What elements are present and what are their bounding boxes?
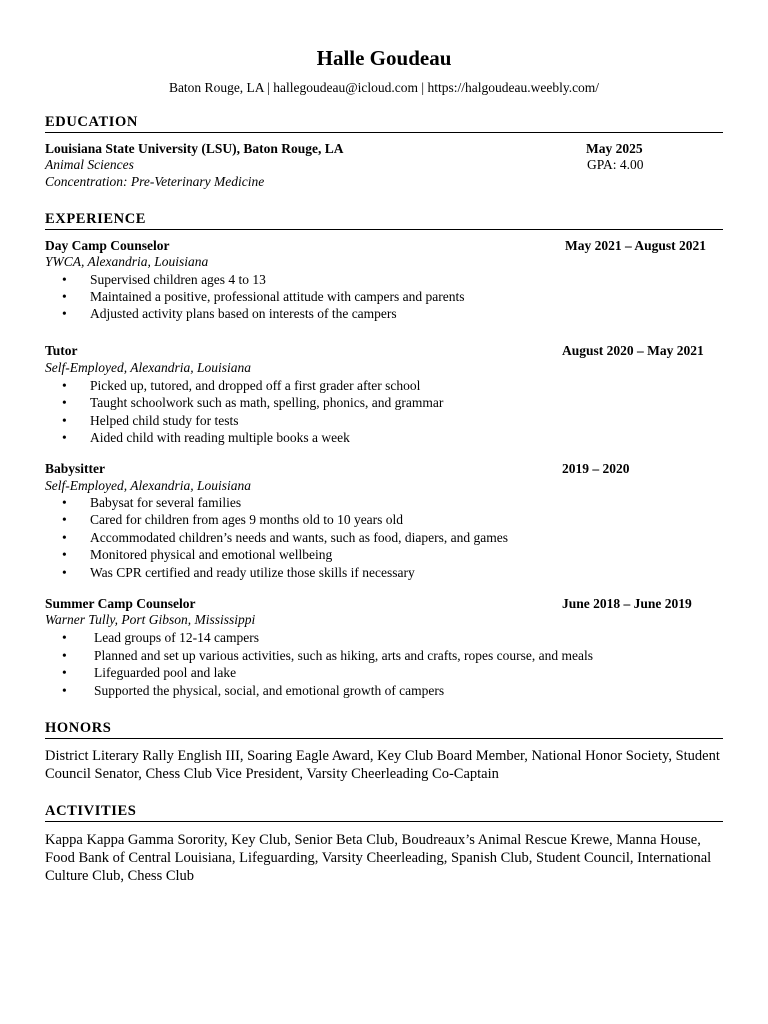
bullet-marker: • (62, 565, 67, 580)
graduation-date: May 2025 (586, 141, 643, 156)
job-bullet: Planned and set up various activities, such as hiking, arts and crafts, ropes course, and meals (94, 648, 593, 663)
job-title: Day Camp Counselor (45, 238, 170, 253)
school-name: Louisiana State University (LSU), Baton Rouge, LA (45, 141, 344, 156)
job-bullet: Helped child study for tests (90, 413, 239, 428)
job-bullet: Cared for children from ages 9 months old to 10 years old (90, 512, 404, 527)
job-bullet: Supported the physical, social, and emotional growth of campers (94, 683, 445, 698)
bullet-marker: • (62, 306, 67, 321)
job-title: Babysitter (45, 461, 105, 476)
activities-text: Kappa Kappa Gamma Sorority, Key Club, Senior Beta Club, Boudreaux’s Animal Rescue Krewe, Manna House, Food Bank of Central Louisiana, Lifeguarding, Varsity Cheerleading, Spanish Club, Student Council, International Culture Club, Chess Club (45, 832, 712, 884)
bullet-marker: • (62, 413, 67, 428)
bullet-marker: • (62, 495, 67, 510)
major: Animal Sciences (45, 157, 134, 172)
honors-text: District Literary Rally English III, Soaring Eagle Award, Key Club Board Member, National Honor Society, Student Council Senator, Chess Club Vice President, Varsity Cheerleading Co-Captain (45, 748, 720, 782)
job-bullet: Lead groups of 12-14 campers (94, 630, 259, 645)
job-dates: August 2020 – May 2021 (562, 343, 704, 358)
job-bullet: Babysat for several families (90, 495, 242, 510)
bullet-marker: • (62, 289, 67, 304)
job-bullet: Supervised children ages 4 to 13 (90, 272, 266, 287)
bullet-marker: • (62, 530, 67, 545)
bullet-marker: • (62, 430, 67, 445)
bullet-marker: • (62, 512, 67, 527)
bullet-marker: • (62, 547, 67, 562)
job-dates: 2019 – 2020 (562, 461, 630, 476)
bullet-marker: • (62, 648, 67, 663)
experience-divider (45, 229, 723, 230)
bullet-marker: • (62, 683, 67, 698)
contact-line: Baton Rouge, LA | hallegoudeau@icloud.com | https://halgoudeau.weebly.com/ (168, 80, 600, 95)
job-bullet: Accommodated children’s needs and wants, such as food, diapers, and games (90, 530, 509, 545)
job-title: Tutor (45, 343, 78, 358)
education-divider (45, 132, 723, 133)
job-bullet: Adjusted activity plans based on interests of the campers (90, 306, 397, 321)
activities-heading: ACTIVITIES (45, 803, 137, 819)
experience-heading: EXPERIENCE (45, 211, 147, 227)
job-bullet: Lifeguarded pool and lake (94, 665, 237, 680)
gpa: GPA: 4.00 (587, 157, 644, 172)
activities-divider (45, 821, 723, 822)
job-bullet: Monitored physical and emotional wellbeing (90, 547, 333, 562)
job-organization: Self-Employed, Alexandria, Louisiana (45, 478, 251, 493)
job-organization: YWCA, Alexandria, Louisiana (45, 254, 209, 269)
concentration: Concentration: Pre-Veterinary Medicine (45, 174, 265, 189)
bullet-marker: • (62, 665, 67, 680)
job-title: Summer Camp Counselor (45, 596, 196, 611)
bullet-marker: • (62, 395, 67, 410)
job-organization: Self-Employed, Alexandria, Louisiana (45, 360, 251, 375)
job-bullet: Picked up, tutored, and dropped off a first grader after school (90, 378, 421, 393)
bullet-marker: • (62, 630, 67, 645)
job-dates: June 2018 – June 2019 (562, 596, 692, 611)
resume-name: Halle Goudeau (316, 46, 452, 70)
job-bullet: Was CPR certified and ready utilize those skills if necessary (90, 565, 415, 580)
honors-heading: HONORS (45, 720, 112, 736)
bullet-marker: • (62, 378, 67, 393)
job-bullet: Taught schoolwork such as math, spelling, phonics, and grammar (90, 395, 444, 410)
job-bullet: Maintained a positive, professional attitude with campers and parents (90, 289, 465, 304)
education-heading: EDUCATION (45, 114, 138, 130)
bullet-marker: • (62, 272, 67, 287)
honors-divider (45, 738, 723, 739)
job-dates: May 2021 – August 2021 (565, 238, 707, 253)
job-organization: Warner Tully, Port Gibson, Mississippi (45, 612, 256, 627)
job-bullet: Aided child with reading multiple books a week (90, 430, 350, 445)
